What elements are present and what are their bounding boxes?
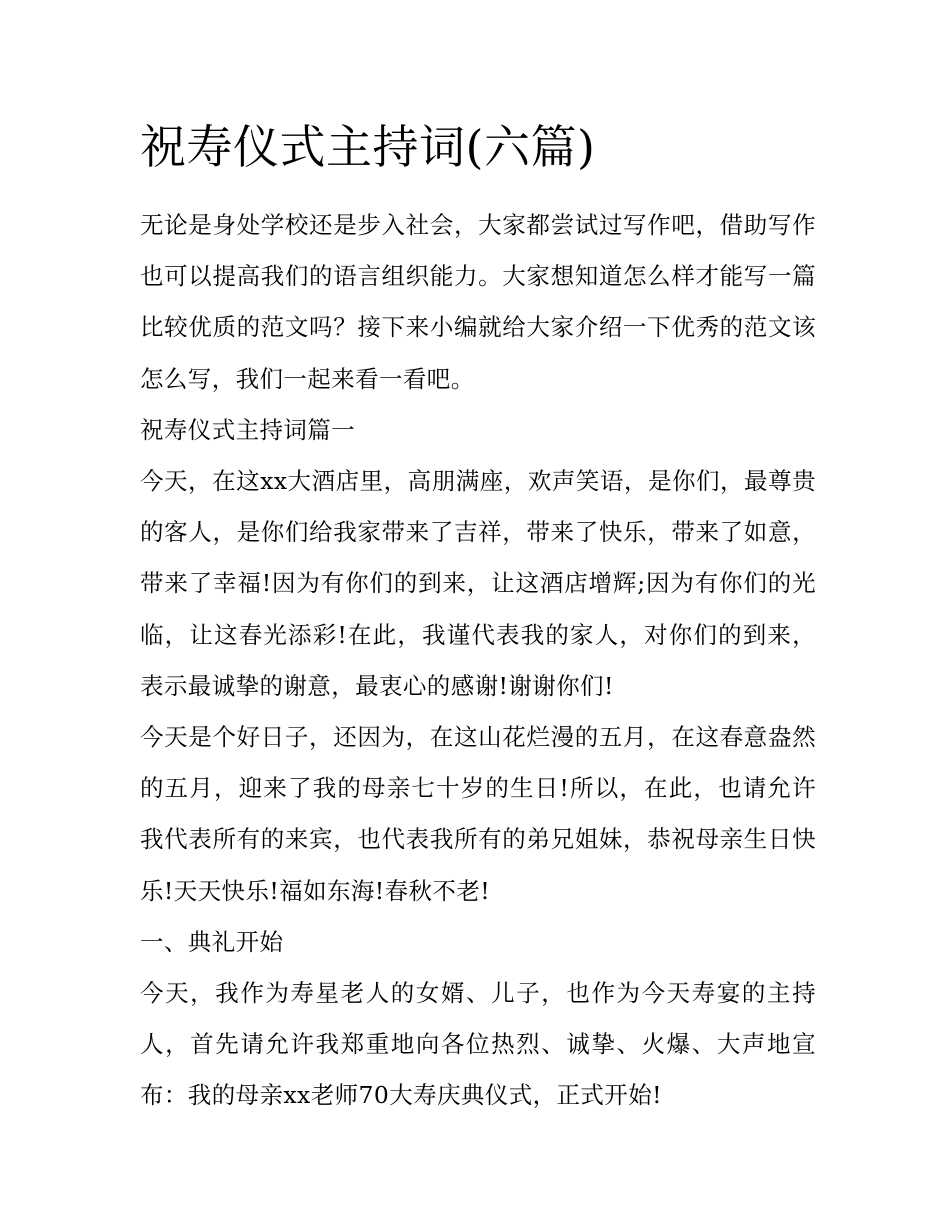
document-body: [140, 200, 816, 1122]
intro-paragraph: 无论是身处学校还是步入社会，大家都尝试过写作吧，借助写作也可以提高我们的语言组织能力。大家想知道怎么样才能写一篇比较优质的范文吗？接下来小编就给大家介绍一下优秀的范文该怎么写，我们一起来看一看吧。: [140, 211, 816, 393]
ceremony-opening-paragraph: 今天，我作为寿星老人的女婿、儿子，也作为今天寿宴的主持人，首先请允许我郑重地向各位热烈、诚挚、火爆、大声地宣布：我的母亲xx老师70大寿庆典仪式，正式开始!: [140, 979, 816, 1110]
section-heading-part-one: 祝寿仪式主持词篇一: [140, 415, 356, 444]
birthday-paragraph: 今天是个好日子，还因为，在这山花烂漫的五月，在这春意盎然的五月，迎来了我的母亲七十岁的生日!所以，在此，也请允许我代表所有的来宾，也代表我所有的弟兄姐妹，恭祝母亲生日快乐!天天快乐!福如东海!春秋不老!: [140, 723, 816, 905]
section-heading-ceremony-start: 一、典礼开始: [140, 927, 284, 956]
welcome-paragraph: 今天，在这xx大酒店里，高朋满座，欢声笑语，是你们，最尊贵的客人，是你们给我家带来了吉祥，带来了快乐，带来了如意，带来了幸福!因为有你们的到来，让这酒店增辉;因为有你们的光临，让这春光添彩!在此，我谨代表我的家人，对你们的到来，表示最诚挚的谢意，最衷心的感谢!谢谢你们!: [140, 467, 816, 700]
document-content: [140, 114, 816, 1122]
document-title: 祝寿仪式主持词(六篇): [140, 120, 596, 174]
